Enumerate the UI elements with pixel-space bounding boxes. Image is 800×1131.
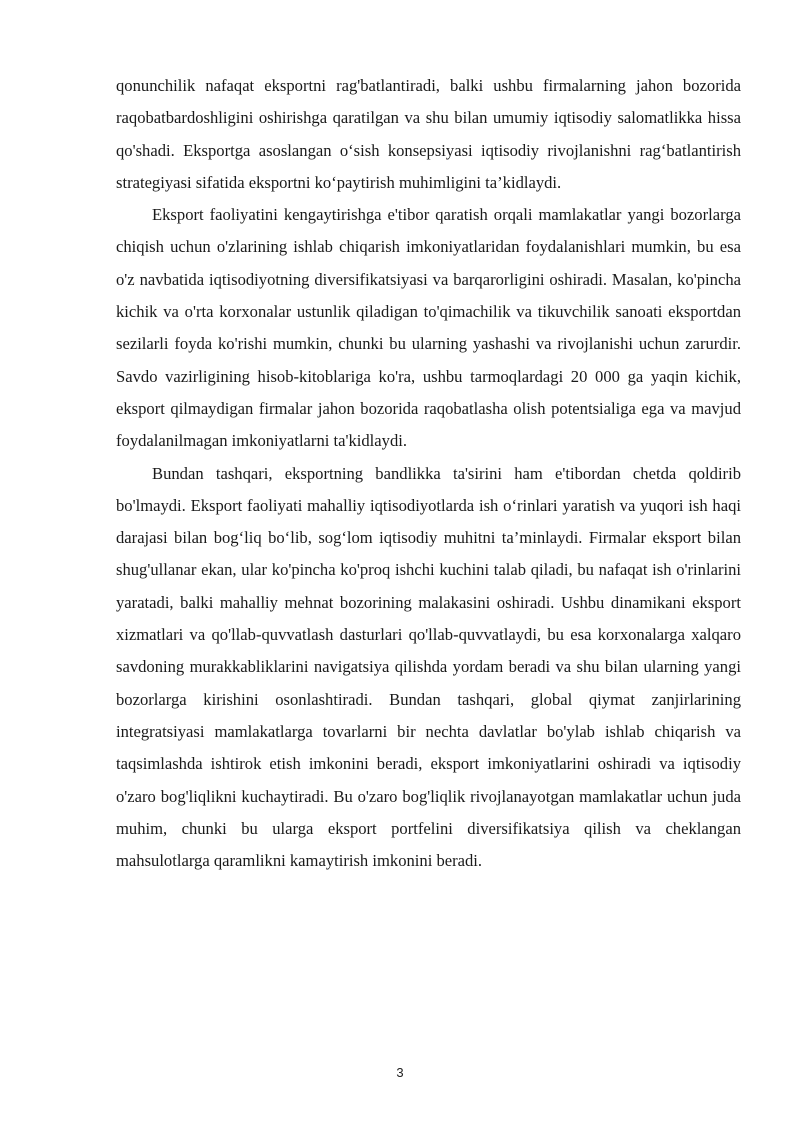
page-number: 3: [396, 1065, 404, 1080]
paragraph-export-expansion: Eksport faoliyatini kengaytirishga e'tibor qaratish orqali mamlakatlar yangi bozorlarga chiqish uchun o'zlarining ishlab chiqarish imkoniyatlaridan foydalanishlari mumkin, bu esa o'z navbatida iqtisodiyotning diversifikatsiyasi va barqarorligini oshiradi. Masalan, ko'pincha kichik va o'rta korxonalar ustunlik qiladigan to'qimachilik va tikuvchilik sanoati eksportdan sezilarli foyda ko'rishi mumkin, chunki bu ularning yashashi va rivojlanishi uchun zarurdir. Savdo vazirligining hisob-kitoblariga ko'ra, ushbu tarmoqlardagi 20 000 ga yaqin kichik, eksport qilmaydigan firmalar jahon bozorida raqobatlasha olish potentsialiga ega va mavjud foydalanilmagan imkoniyatlarni ta'kidlaydi.: [116, 205, 741, 451]
document-body: [116, 70, 741, 877]
paragraph-continued: qonunchilik nafaqat eksportni rag'batlantiradi, balki ushbu firmalarning jahon bozorida raqobatbardoshligini oshirishga qaratilgan va shu bilan umumiy iqtisodiy salomatlikka hissa qo'shadi. Eksportga asoslangan o‘sish konsepsiyasi iqtisodiy rivojlanishni rag‘batlantirish strategiyasi sifatida eksportni ko‘paytirish muhimligini ta’kidlaydi.: [116, 76, 741, 192]
paragraph-employment-impact: Bundan tashqari, eksportning bandlikka ta'sirini ham e'tibordan chetda qoldirib bo'lmaydi. Eksport faoliyati mahalliy iqtisodiyotlarda ish o‘rinlari yaratish va yuqori ish haqi darajasi bilan bog‘liq bo‘lib, sog‘lom iqtisodiy muhitni ta’minlaydi. Firmalar eksport bilan shug'ullanar ekan, ular ko'pincha ko'proq ishchi kuchini talab qiladi, bu nafaqat ish o'rinlarini yaratadi, balki mahalliy mehnat bozorining malakasini oshiradi. Ushbu dinamikani eksport xizmatlari va qo'llab-quvvatlash dasturlari qo'llab-quvvatlaydi, bu esa korxonalarga xalqaro savdoning murakkabliklarini navigatsiya qilishda yordam beradi va shu bilan ularning yangi bozorlarga kirishini osonlashtiradi. Bundan tashqari, global qiymat zanjirlarining integratsiyasi mamlakatlarga tovarlarni bir nechta davlatlar bo'ylab ishlab chiqarish va taqsimlashda ishtirok etish imkonini beradi, eksport imkoniyatlarini oshiradi va iqtisodiy o'zaro bog'liqlikni kuchaytiradi. Bu o'zaro bog'liqlik rivojlanayotgan mamlakatlar uchun juda muhim, chunki bu ularga eksport portfelini diversifikatsiya qilish va cheklangan mahsulotlarga qaramlikni kamaytirish imkonini beradi.: [116, 463, 741, 871]
